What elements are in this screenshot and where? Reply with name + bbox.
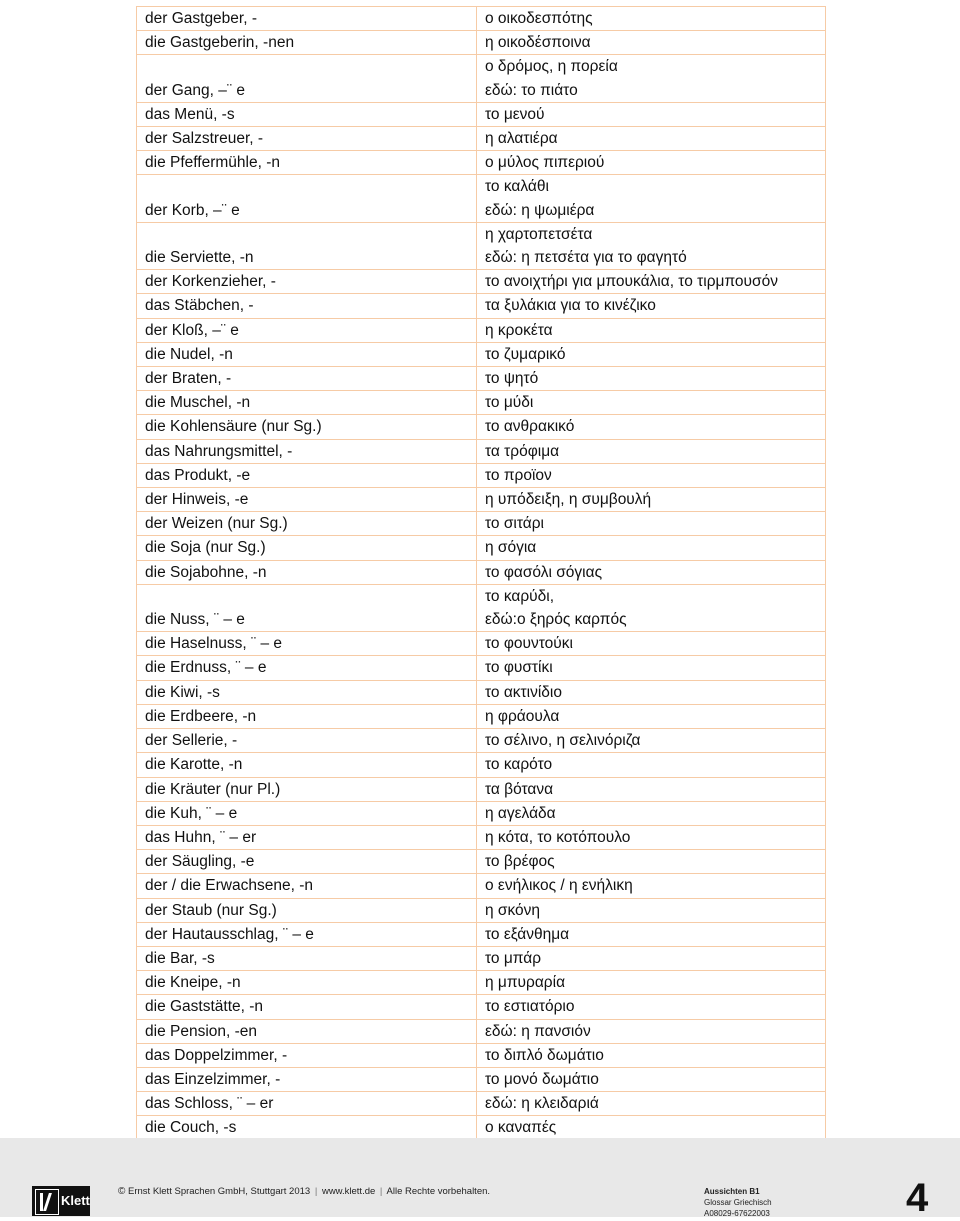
greek-translation xyxy=(477,318,826,342)
german-term-text: die Nudel, -n xyxy=(145,345,233,363)
rights-text: Alle Rechte vorbehalten. xyxy=(386,1186,491,1197)
greek-translation xyxy=(477,488,826,512)
german-term xyxy=(137,7,477,31)
greek-translation-line: η αλατιέρα xyxy=(485,130,558,148)
greek-translation xyxy=(477,801,826,825)
german-term xyxy=(137,946,477,970)
german-term-text: der Weizen (nur Sg.) xyxy=(145,515,288,533)
german-term-text: das Nahrungsmittel, - xyxy=(145,442,293,460)
german-term xyxy=(137,995,477,1019)
german-term xyxy=(137,127,477,151)
german-term xyxy=(137,318,477,342)
greek-translation-line: η φράουλα xyxy=(485,707,560,725)
greek-translation xyxy=(477,102,826,126)
german-term-text: die Pension, -en xyxy=(145,1022,258,1040)
greek-translation-line: εδώ: η πανσιόν xyxy=(485,1022,591,1040)
greek-translation-line: το μύδι xyxy=(485,394,534,412)
greek-translation-line: το καλάθι xyxy=(485,178,549,196)
greek-translation-line: ο οικοδεσπότης xyxy=(485,10,593,27)
greek-translation-line: το ψητό xyxy=(485,370,539,388)
german-term xyxy=(137,55,477,102)
german-term-text: die Couch, -s xyxy=(145,1119,237,1137)
greek-translation-line: το ανοιχτήρι για μπουκάλια, το τιρμπουσόν xyxy=(485,273,778,291)
greek-translation-line: η χαρτοπετσέτα xyxy=(485,225,593,243)
greek-translation-line: η κροκέτα xyxy=(485,321,553,339)
glossary-row xyxy=(137,1019,826,1043)
glossary-row xyxy=(137,825,826,849)
german-term-text: die Haselnuss, ¨ – e xyxy=(145,635,282,653)
greek-translation-line: εδώ: το πιάτο xyxy=(485,81,578,99)
german-term-text: der Säugling, -e xyxy=(145,853,255,871)
german-term xyxy=(137,656,477,680)
greek-translation-line: τα ξυλάκια για το κινέζικο xyxy=(485,297,656,315)
german-term-text: der / die Erwachsene, -n xyxy=(145,877,314,895)
german-term-text: die Gastgeberin, -nen xyxy=(145,34,295,52)
german-term xyxy=(137,1092,477,1116)
glossary-row xyxy=(137,801,826,825)
german-term xyxy=(137,922,477,946)
greek-translation xyxy=(477,704,826,728)
greek-translation xyxy=(477,1116,826,1140)
greek-translation-line: το ζυμαρικό xyxy=(485,345,566,363)
german-term xyxy=(137,463,477,487)
glossary-row xyxy=(137,222,826,269)
greek-translation-line: εδώ: η πετσέτα για το φαγητό xyxy=(485,249,687,267)
german-term-text: die Erdbeere, -n xyxy=(145,707,257,725)
german-term xyxy=(137,102,477,126)
book-title: Aussichten B1 xyxy=(704,1187,760,1196)
german-term xyxy=(137,536,477,560)
german-term xyxy=(137,367,477,391)
greek-translation-line: το μονό δωμάτιο xyxy=(485,1070,599,1088)
greek-translation xyxy=(477,270,826,294)
greek-translation xyxy=(477,1067,826,1091)
greek-translation-line: εδώ: η κλειδαριά xyxy=(485,1095,599,1113)
greek-translation xyxy=(477,151,826,175)
glossary-row xyxy=(137,656,826,680)
greek-translation xyxy=(477,439,826,463)
glossary-row xyxy=(137,488,826,512)
german-term-text: die Kohlensäure (nur Sg.) xyxy=(145,418,322,436)
glossary-body xyxy=(137,7,826,1165)
german-term-text: der Staub (nur Sg.) xyxy=(145,901,277,919)
greek-translation xyxy=(477,7,826,31)
german-term-text: der Korb, –¨ e xyxy=(145,201,240,219)
glossary-row xyxy=(137,463,826,487)
glossary-row xyxy=(137,922,826,946)
glossary-row xyxy=(137,560,826,584)
german-term-text: die Serviette, -n xyxy=(145,249,254,267)
glossary-row xyxy=(137,270,826,294)
greek-translation-line: το εξάνθημα xyxy=(485,925,570,943)
greek-translation-line: ο μύλος πιπεριού xyxy=(485,154,605,172)
greek-translation xyxy=(477,31,826,55)
greek-translation-line: το φασόλι σόγιας xyxy=(485,563,603,581)
greek-translation xyxy=(477,850,826,874)
greek-translation xyxy=(477,1019,826,1043)
greek-translation xyxy=(477,463,826,487)
german-term xyxy=(137,439,477,463)
glossary-row xyxy=(137,850,826,874)
glossary-row xyxy=(137,512,826,536)
greek-translation xyxy=(477,656,826,680)
german-term-text: die Karotte, -n xyxy=(145,756,243,774)
german-term-text: der Hautausschlag, ¨ – e xyxy=(145,925,314,943)
german-term xyxy=(137,971,477,995)
glossary-row xyxy=(137,704,826,728)
german-term xyxy=(137,632,477,656)
german-term-text: der Korkenzieher, - xyxy=(145,273,276,291)
german-term xyxy=(137,175,477,222)
klett-logo-mark-icon xyxy=(35,1189,59,1215)
glossary-row xyxy=(137,415,826,439)
german-term-text: der Sellerie, - xyxy=(145,732,238,750)
book-meta xyxy=(704,1186,772,1219)
german-term xyxy=(137,1116,477,1140)
copyright-line xyxy=(118,1186,490,1197)
glossary-row xyxy=(137,7,826,31)
german-term-text: das Produkt, -e xyxy=(145,466,251,484)
german-term-text: die Pfeffermühle, -n xyxy=(145,154,280,172)
greek-translation-line: η κότα, το κοτόπουλο xyxy=(485,828,631,846)
glossary-row xyxy=(137,1092,826,1116)
greek-translation xyxy=(477,55,826,102)
german-term xyxy=(137,415,477,439)
greek-translation-line: η υπόδειξη, η συμβουλή xyxy=(485,491,652,509)
german-term xyxy=(137,1043,477,1067)
greek-translation-line: το φουντούκι xyxy=(485,635,573,653)
greek-translation xyxy=(477,391,826,415)
greek-translation xyxy=(477,777,826,801)
greek-translation xyxy=(477,1043,826,1067)
greek-translation-line: ο ενήλικος / η ενήλικη xyxy=(485,877,633,895)
german-term-text: die Sojabohne, -n xyxy=(145,563,267,581)
german-term-text: das Menü, -s xyxy=(145,105,235,123)
glossary-row xyxy=(137,729,826,753)
greek-translation-line: το μπάρ xyxy=(485,949,542,967)
separator: | xyxy=(379,1186,383,1197)
copyright-icon: © xyxy=(118,1186,126,1197)
greek-translation-line: τα βότανα xyxy=(485,780,554,798)
greek-translation xyxy=(477,127,826,151)
glossary-row xyxy=(137,55,826,102)
german-term-text: die Bar, -s xyxy=(145,949,215,967)
german-term-text: das Stäbchen, - xyxy=(145,297,254,315)
german-term xyxy=(137,753,477,777)
german-term xyxy=(137,777,477,801)
german-term xyxy=(137,391,477,415)
german-term-text: die Gaststätte, -n xyxy=(145,998,264,1016)
greek-translation-line: ο δρόμος, η πορεία xyxy=(485,58,618,76)
german-term xyxy=(137,222,477,269)
greek-translation xyxy=(477,680,826,704)
glossary-row xyxy=(137,151,826,175)
german-term xyxy=(137,294,477,318)
german-term xyxy=(137,512,477,536)
glossary-row xyxy=(137,971,826,995)
book-code: A08029-67622003 xyxy=(704,1209,770,1218)
german-term-text: die Nuss, ¨ – e xyxy=(145,611,245,629)
greek-translation xyxy=(477,898,826,922)
glossary-row xyxy=(137,1043,826,1067)
german-term xyxy=(137,874,477,898)
german-term-text: die Erdnuss, ¨ – e xyxy=(145,659,267,677)
glossary-row xyxy=(137,391,826,415)
glossary-row xyxy=(137,318,826,342)
glossary-row xyxy=(137,777,826,801)
german-term-text: die Muschel, -n xyxy=(145,394,251,412)
glossary-row xyxy=(137,367,826,391)
greek-translation xyxy=(477,512,826,536)
german-term-text: der Braten, - xyxy=(145,370,232,388)
greek-translation-line: ο καναπές xyxy=(485,1119,557,1137)
glossary-row xyxy=(137,1116,826,1140)
german-term-text: das Schloss, ¨ – er xyxy=(145,1095,274,1113)
greek-translation xyxy=(477,922,826,946)
website-link[interactable]: www.klett.de xyxy=(321,1186,376,1197)
german-term xyxy=(137,151,477,175)
greek-translation xyxy=(477,415,826,439)
glossary-row xyxy=(137,342,826,366)
greek-translation xyxy=(477,367,826,391)
greek-translation-line: το προϊον xyxy=(485,466,552,484)
glossary-table xyxy=(136,6,826,1165)
greek-translation-line: η σόγια xyxy=(485,539,537,557)
german-term-text: die Kuh, ¨ – e xyxy=(145,804,238,822)
german-term-text: die Kiwi, -s xyxy=(145,683,220,701)
greek-translation-line: το ανθρακικό xyxy=(485,418,575,436)
klett-logo xyxy=(32,1186,90,1216)
german-term xyxy=(137,560,477,584)
german-term-text: der Gastgeber, - xyxy=(145,10,258,27)
separator: | xyxy=(314,1186,318,1197)
greek-translation xyxy=(477,342,826,366)
german-term-text: der Hinweis, -e xyxy=(145,491,249,509)
greek-translation xyxy=(477,584,826,631)
greek-translation xyxy=(477,753,826,777)
glossary-row xyxy=(137,946,826,970)
glossary-row xyxy=(137,874,826,898)
german-term xyxy=(137,898,477,922)
greek-translation-line: το σιτάρι xyxy=(485,515,544,533)
greek-translation-line: το βρέφος xyxy=(485,853,555,871)
glossary-row xyxy=(137,898,826,922)
glossary-row xyxy=(137,1067,826,1091)
glossary-row xyxy=(137,680,826,704)
german-term xyxy=(137,680,477,704)
greek-translation xyxy=(477,729,826,753)
greek-translation-line: η αγελάδα xyxy=(485,804,556,822)
glossary-row xyxy=(137,439,826,463)
footer-bar xyxy=(0,1138,960,1217)
glossary-row xyxy=(137,536,826,560)
german-term-text: der Kloß, –¨ e xyxy=(145,321,239,339)
greek-translation xyxy=(477,825,826,849)
greek-translation-line: τα τρόφιμα xyxy=(485,442,560,460)
greek-translation xyxy=(477,971,826,995)
glossary-row xyxy=(137,995,826,1019)
greek-translation xyxy=(477,560,826,584)
page-number: 4 xyxy=(906,1176,929,1220)
german-term xyxy=(137,704,477,728)
german-term-text: die Kräuter (nur Pl.) xyxy=(145,780,281,798)
greek-translation xyxy=(477,946,826,970)
greek-translation-line: το φυστίκι xyxy=(485,659,553,677)
logo-text: Klett xyxy=(61,1193,90,1208)
german-term xyxy=(137,1067,477,1091)
german-term-text: die Kneipe, -n xyxy=(145,974,241,992)
german-term xyxy=(137,729,477,753)
greek-translation-line: το μενού xyxy=(485,105,545,123)
german-term-text: die Soja (nur Sg.) xyxy=(145,539,266,557)
greek-translation xyxy=(477,632,826,656)
book-subtitle: Glossar Griechisch xyxy=(704,1198,772,1207)
publisher-text: Ernst Klett Sprachen GmbH, Stuttgart 2013 xyxy=(128,1186,311,1197)
greek-translation-line: η σκόνη xyxy=(485,901,541,919)
german-term xyxy=(137,850,477,874)
greek-translation-line: το εστιατόριο xyxy=(485,998,575,1016)
glossary-row xyxy=(137,632,826,656)
glossary-row xyxy=(137,294,826,318)
greek-translation-line: το σέλινο, η σελινόριζα xyxy=(485,732,641,750)
glossary-row xyxy=(137,127,826,151)
greek-translation xyxy=(477,995,826,1019)
german-term-text: das Doppelzimmer, - xyxy=(145,1046,288,1064)
german-term xyxy=(137,342,477,366)
german-term xyxy=(137,584,477,631)
greek-translation-line: εδώ:ο ξηρός καρπός xyxy=(485,611,627,629)
glossary-row xyxy=(137,175,826,222)
german-term xyxy=(137,270,477,294)
german-term-text: der Gang, –¨ e xyxy=(145,81,245,99)
german-term xyxy=(137,801,477,825)
greek-translation-line: η οικοδέσποινα xyxy=(485,34,591,52)
greek-translation-line: το καρύδι, xyxy=(485,587,555,605)
greek-translation xyxy=(477,874,826,898)
glossary-row xyxy=(137,31,826,55)
glossary-row xyxy=(137,753,826,777)
greek-translation xyxy=(477,294,826,318)
greek-translation xyxy=(477,1092,826,1116)
greek-translation-line: το ακτινίδιο xyxy=(485,683,562,701)
greek-translation xyxy=(477,222,826,269)
greek-translation xyxy=(477,536,826,560)
greek-translation-line: η μπυραρία xyxy=(485,974,566,992)
greek-translation-line: εδώ: η ψωμιέρα xyxy=(485,201,595,219)
greek-translation-line: το διπλό δωμάτιο xyxy=(485,1046,604,1064)
german-term-text: das Einzelzimmer, - xyxy=(145,1070,281,1088)
german-term xyxy=(137,31,477,55)
german-term xyxy=(137,488,477,512)
german-term xyxy=(137,825,477,849)
german-term-text: das Huhn, ¨ – er xyxy=(145,828,257,846)
glossary-row xyxy=(137,102,826,126)
german-term xyxy=(137,1019,477,1043)
greek-translation xyxy=(477,175,826,222)
greek-translation-line: το καρότο xyxy=(485,756,553,774)
german-term-text: der Salzstreuer, - xyxy=(145,130,264,148)
glossary-row xyxy=(137,584,826,631)
